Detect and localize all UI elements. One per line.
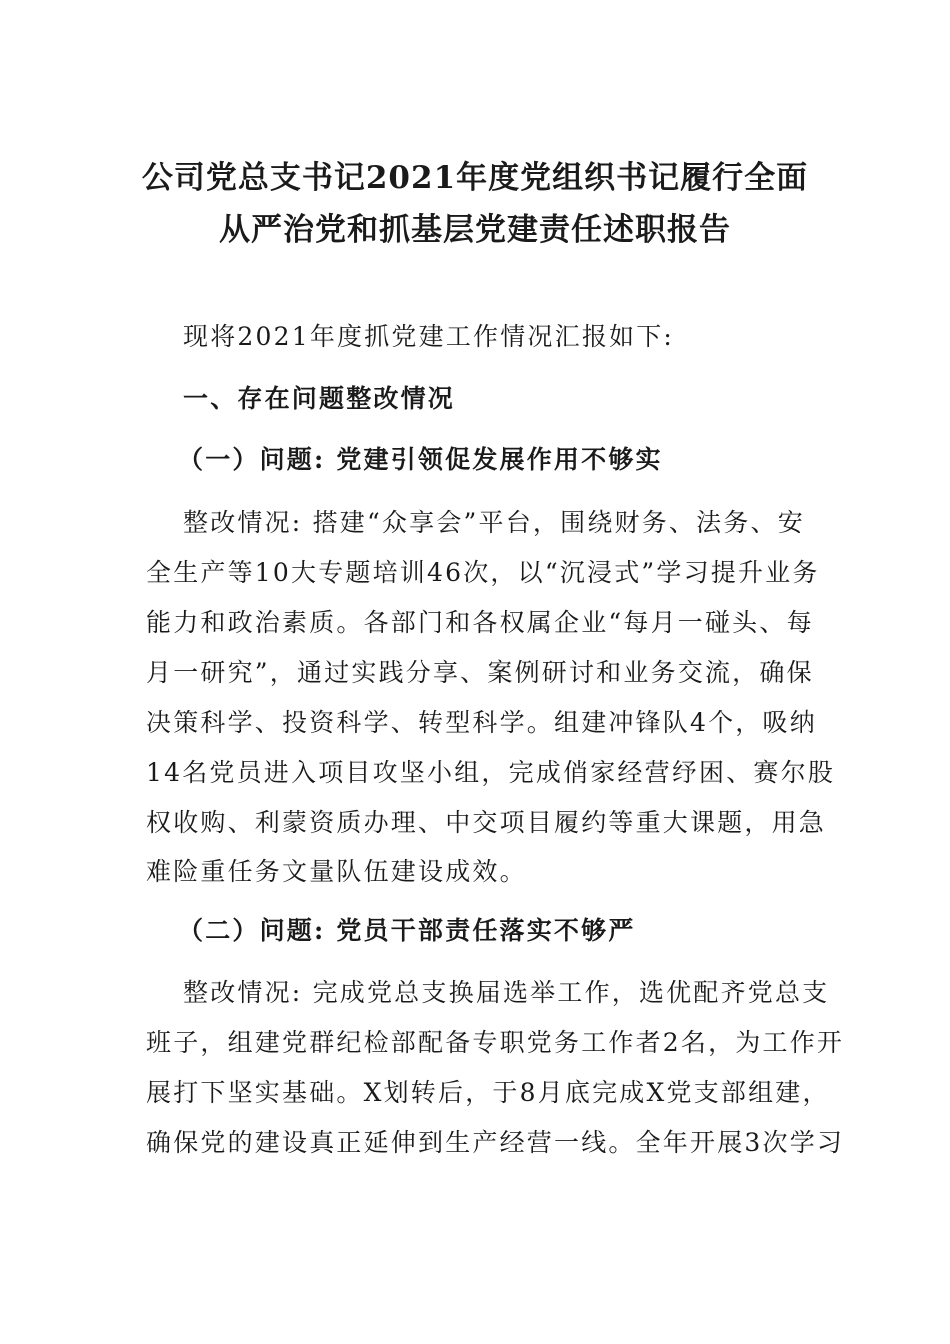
intro-paragraph: 现将2021年度抓党建工作情况汇报如下:	[183, 322, 675, 351]
item2-line-3: 展打下坚实基础。X划转后，于8月底完成X党支部组建，	[146, 1078, 830, 1107]
item2-line-4: 确保党的建设真正延伸到生产经营一线。全年开展3次学习	[146, 1128, 845, 1157]
item1-line-6: 14名党员进入项目攻坚小组，完成俏家经营纾困、赛尔股	[146, 758, 836, 787]
item1-line-8: 难险重任务文量队伍建设成效。	[146, 857, 527, 886]
item1-line-2: 全生产等10大专题培训46次，以“沉浸式”学习提升业务	[146, 558, 820, 587]
item2-line-2: 班子，组建党群纪检部配备专职党务工作者2名，为工作开	[146, 1028, 845, 1057]
document-title-line-1: 公司党总支书记2021年度党组织书记履行全面	[141, 160, 809, 196]
item1-line-1: 整改情况: 搭建“众享会”平台，围绕财务、法务、安	[183, 508, 805, 537]
item2-line-1: 整改情况: 完成党总支换届选举工作，选优配齐党总支	[183, 978, 830, 1007]
item1-line-3: 能力和政治素质。各部门和各权属企业“每月一碰头、每	[146, 608, 814, 637]
item-heading-2: （二）问题: 党员干部责任落实不够严	[178, 916, 636, 945]
item1-line-4: 月一研究”，通过实践分享、案例研讨和业务交流，确保	[146, 658, 814, 687]
item-heading-1: （一）问题: 党建引领促发展作用不够实	[178, 445, 663, 474]
item1-line-5: 决策科学、投资科学、转型科学。组建冲锋队4个，吸纳	[146, 708, 817, 737]
section-heading-1: 一、存在问题整改情况	[183, 384, 456, 413]
item1-line-7: 权收购、利蒙资质办理、中交项目履约等重大课题，用急	[146, 808, 827, 837]
document-title-line-2: 从严治党和抓基层党建责任述职报告	[219, 212, 731, 248]
